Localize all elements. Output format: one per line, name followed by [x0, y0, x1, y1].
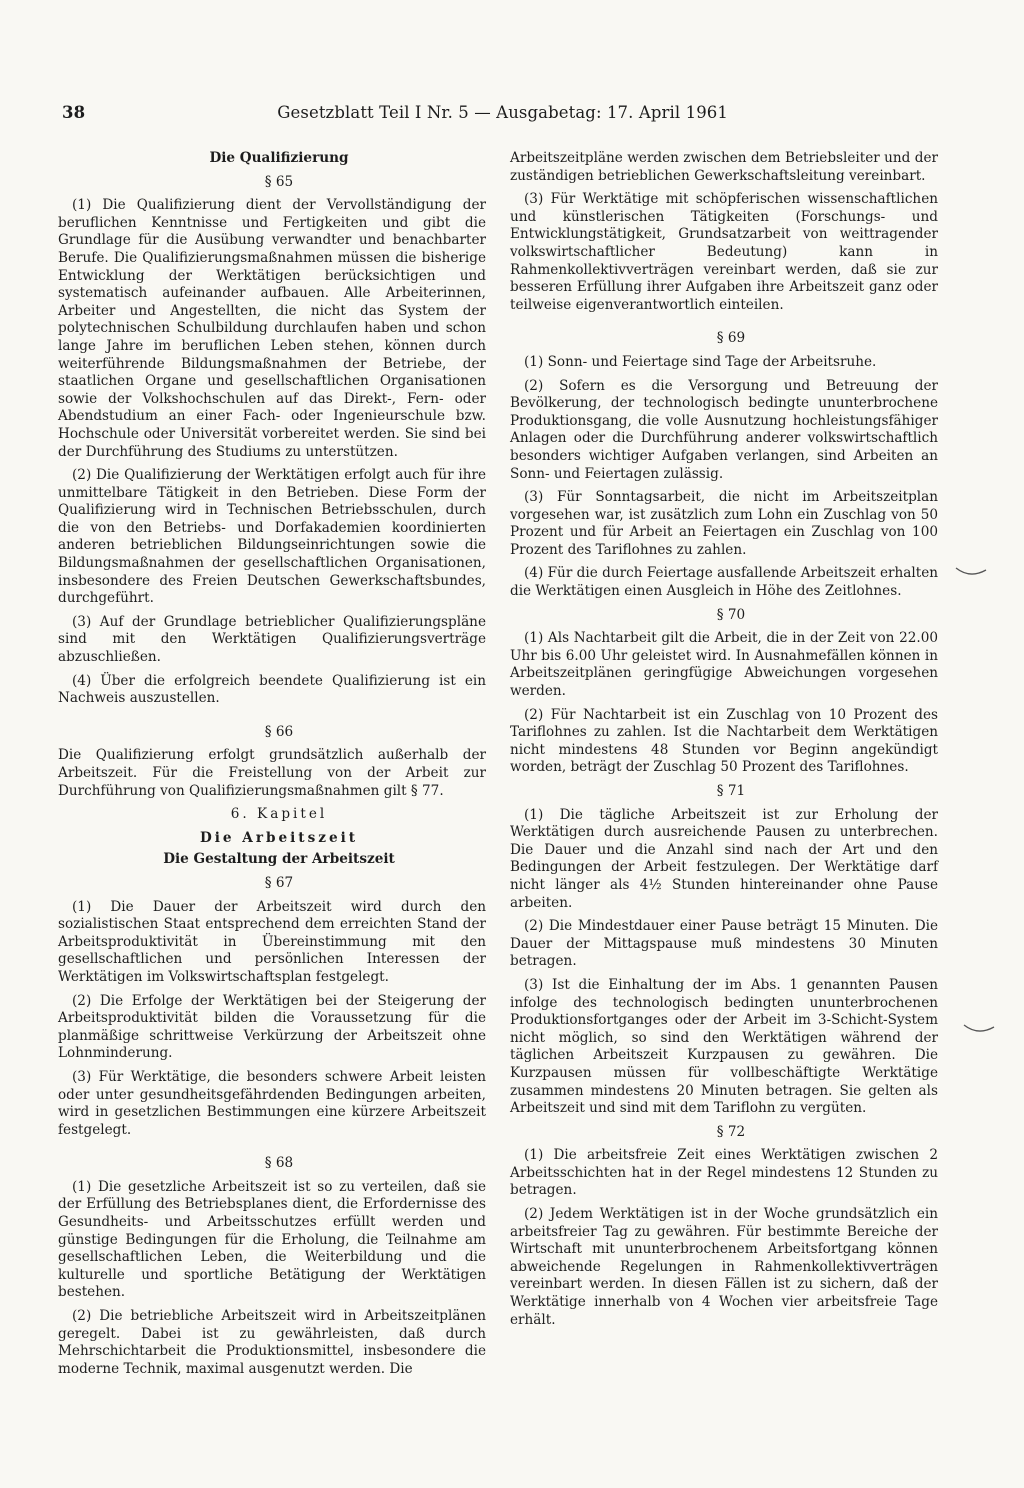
paragraph-65-1: (1) Die Qualifizierung dient der Vervollständigung der beruflichen Kenntnisse und Fertigkeiten und gibt die Grundlage für die Ausübung verwandter und benachbarter Berufe. Die Qualifizierungsmaßnahmen müssen die bisherige Entwicklung der Werktätigen berücksichtigen und systematisch aufeinander aufbauen. Alle Arbeiterinnen, Arbeiter und Angestellten, die nicht das System der polytechnischen Schulbildung durchlaufen haben und schon lange Jahre im beruflichen Leben stehen, können durch weiterführende Bildungsmaßnahmen der Betriebe, der staatlichen Organe und gesellschaftlichen Organisationen sowie der Volkshochschulen auf das Direkt-, Fern- oder Abendstudium an einer Fach- oder Ingenieurschule bzw. Hochschule oder Universität vorbereitet werden. Sie sind bei der Durchführung des Studiums zu unterstützen. [58, 197, 486, 460]
paragraph-66: Die Qualifizierung erfolgt grundsätzlich außerhalb der Arbeitszeit. Für die Freistellung von der Arbeit zur Durchführung von Qualifizierungsmaßnahmen gilt § 77. [58, 747, 486, 799]
paragraph-68-2-continued: Arbeitszeitpläne werden zwischen dem Betriebsleiter und der zuständigen betrieblichen Gewerkschaftsleitung vereinbart. [510, 150, 938, 184]
paragraph-71-2: (2) Die Mindestdauer einer Pause beträgt 15 Minuten. Die Dauer der Mittagspause muß mindestens 30 Minuten betragen. [510, 918, 938, 970]
paragraph-69-2: (2) Sofern es die Versorgung und Betreuung der Bevölkerung, der technologisch bedingte ununterbrochene Produktionsgang, die volle Ausnutzung hochleistungsfähiger Anlagen oder die Durchführung anderer volkswirtschaftlich besonders wichtiger Aufgaben verlangen, sind Arbeiten an Sonn- und Feiertagen zulässig. [510, 377, 938, 482]
section-66-heading: § 66 [264, 723, 294, 740]
heading-gestaltung: Die Gestaltung der Arbeitszeit [163, 851, 395, 868]
paragraph-69-1: (1) Sonn- und Feiertage sind Tage der Arbeitsruhe. [524, 353, 877, 370]
right-column [510, 150, 938, 1335]
paragraph-67-1: (1) Die Dauer der Arbeitszeit wird durch den sozialistischen Staat entsprechend dem erreichten Stand der Arbeitsproduktivität in Übereinstimmung mit den gesellschaftlichen und persönlichen Interessen der Werktätigen im Volkswirtschaftsplan festgelegt. [58, 898, 486, 985]
paragraph-70-2: (2) Für Nachtarbeit ist ein Zuschlag von 10 Prozent des Tariflohnes zu zahlen. Ist die Nachtarbeit dem Werktätigen nicht mindestens 48 Stunden vor Beginn angekündigt worden, beträgt der Zuschlag 50 Prozent des Tariflohnes. [510, 706, 938, 776]
section-70-heading: § 70 [716, 606, 746, 623]
paragraph-71-1: (1) Die tägliche Arbeitszeit ist zur Erholung der Werktätigen durch ausreichende Pausen zu unterbrechen. Die Dauer und die Anzahl sind nach der Art und den Bedingungen der Arbeit festzulegen. Der Werktätige darf nicht länger als 4½ Stunden hintereinander ohne Pause arbeiten. [510, 806, 938, 911]
margin-tick-mark [954, 565, 990, 579]
chapter-title: Die Arbeitszeit [199, 829, 359, 846]
margin-tick-mark [962, 1022, 998, 1036]
paragraph-65-4: (4) Über die erfolgreich beendete Qualifizierung ist ein Nachweis auszustellen. [58, 672, 486, 707]
section-71-heading: § 71 [716, 783, 746, 799]
paragraph-70-1: (1) Als Nachtarbeit gilt die Arbeit, die in der Zeit von 22.00 Uhr bis 6.00 Uhr geleistet wird. In Ausnahmefällen können in Arbeitszeitplänen geringfügige Abweichungen vorgesehen werden. [510, 630, 938, 700]
paragraph-72-2: (2) Jedem Werktätigen ist in der Woche grundsätzlich ein arbeitsfreier Tag zu gewähren. Für bestimmte Bereiche der Wirtschaft mit ununterbrochenem Arbeitsfortgang können abweichende Regelungen in Rahmenkollektivverträgen vereinbart werden. In diesen Fällen ist zu sichern, daß der Werktätige innerhalb von 4 Wochen vier arbeitsfreie Tage erhält. [510, 1206, 938, 1328]
heading-qualifizierung: Die Qualifizierung [209, 150, 349, 166]
paragraph-71-3: (3) Ist die Einhaltung der im Abs. 1 genannten Pausen infolge des technologisch bedingten ununterbrochenen Produktionsfortganges oder der Arbeit im 3-Schicht-System nicht möglich, so sind den Werktätigen während der täglichen Arbeitszeit Kurzpausen zu gewähren. Die Kurzpausen müssen für vollbeschäftigte Werktätige zusammen mindestens 20 Minuten betragen. Sie gelten als Arbeitszeit und sind mit dem Tariflohn zu vergüten. [510, 976, 938, 1117]
section-69-heading: § 69 [716, 330, 746, 347]
paragraph-65-3: (3) Auf der Grundlage betrieblicher Qualifizierungspläne sind mit den Werktätigen Qualifizierungsverträge abzuschließen. [58, 613, 486, 666]
paragraph-65-2: (2) Die Qualifizierung der Werktätigen erfolgt auch für ihre unmittelbare Tätigkeit in den Betrieben. Diese Form der Qualifizierung wird in Technischen Betriebsschulen, durch die von den Betriebs- und Dorfakademien koordinierten anderen betrieblichen Bildungseinrichtungen sowie die Bildungsmaßnahmen der gesellschaftlichen Organisationen, insbesondere des Freien Deutschen Gewerkschaftsbundes, durchgeführt. [58, 467, 486, 607]
section-72-heading: § 72 [716, 1123, 746, 1140]
page-number: 38 [62, 103, 86, 122]
paragraph-68-1: (1) Die gesetzliche Arbeitszeit ist so zu verteilen, daß sie der Erfüllung des Betriebsplanes dient, die Erfordernisse des Gesundheits- und Arbeitsschutzes erfüllt werden und günstige Bedingungen für die Erholung, die Teilnahme am gesellschaftlichen Leben, die Weiterbildung und die kulturelle und sportliche Betätigung der Werktätigen bestehen. [58, 1178, 486, 1301]
paragraph-68-2: (2) Die betriebliche Arbeitszeit wird in Arbeitszeitplänen geregelt. Dabei ist zu gewährleisten, daß durch Mehrschichtarbeit die Produktionsmittel, insbesondere die moderne Technik, maximal ausgenutzt werden. Die [58, 1308, 486, 1377]
paragraph-72-1: (1) Die arbeitsfreie Zeit eines Werktätigen zwischen 2 Arbeitsschichten hat in der Regel mindestens 12 Stunden zu betragen. [510, 1147, 938, 1199]
header-title: Gesetzblatt Teil I Nr. 5 — Ausgabetag: 17. April 1961 [277, 103, 728, 122]
paragraph-67-3: (3) Für Werktätige, die besonders schwere Arbeit leisten oder unter gesundheitsgefährdenden Bedingungen arbeiten, wird in gesetzlichen Bestimmungen eine kürzere Arbeitszeit festgelegt. [58, 1068, 486, 1138]
paragraph-69-3: (3) Für Sonntagsarbeit, die nicht im Arbeitszeitplan vorgesehen war, ist zusätzlich zum Lohn ein Zuschlag von 50 Prozent und für Arbeit an Feiertagen ein Zuschlag von 100 Prozent des Tariflohnes zu zahlen. [510, 489, 938, 558]
section-67-heading: § 67 [264, 874, 294, 891]
paragraph-67-2: (2) Die Erfolge der Werktätigen bei der Steigerung der Arbeitsproduktivität bilden die Voraussetzung für die planmäßige schrittweise Verkürzung der Arbeitszeit ohne Lohnminderung. [58, 992, 486, 1062]
page-header [62, 103, 728, 129]
section-68-heading: § 68 [264, 1155, 294, 1172]
left-column [58, 150, 486, 1384]
paragraph-69-4: (4) Für die durch Feiertage ausfallende Arbeitszeit erhalten die Werktätigen einen Ausgleich in Höhe des Zeitlohnes. [510, 565, 938, 600]
chapter-number: 6. Kapitel [230, 806, 328, 823]
section-65-heading: § 65 [264, 173, 294, 190]
paragraph-68-3: (3) Für Werktätige mit schöpferischen wissenschaftlichen und künstlerischen Tätigkeiten (Forschungs- und Entwicklungstätigkeit, Grundsatzarbeit von weittragender volkswirtschaftlicher Bedeutung) kann in Rahmenkollektivverträgen vereinbart werden, daß sie zur besseren Erfüllung ihrer Aufgaben ihre Arbeitszeit ganz oder teilweise eigenverantwortlich einteilen. [510, 191, 938, 313]
